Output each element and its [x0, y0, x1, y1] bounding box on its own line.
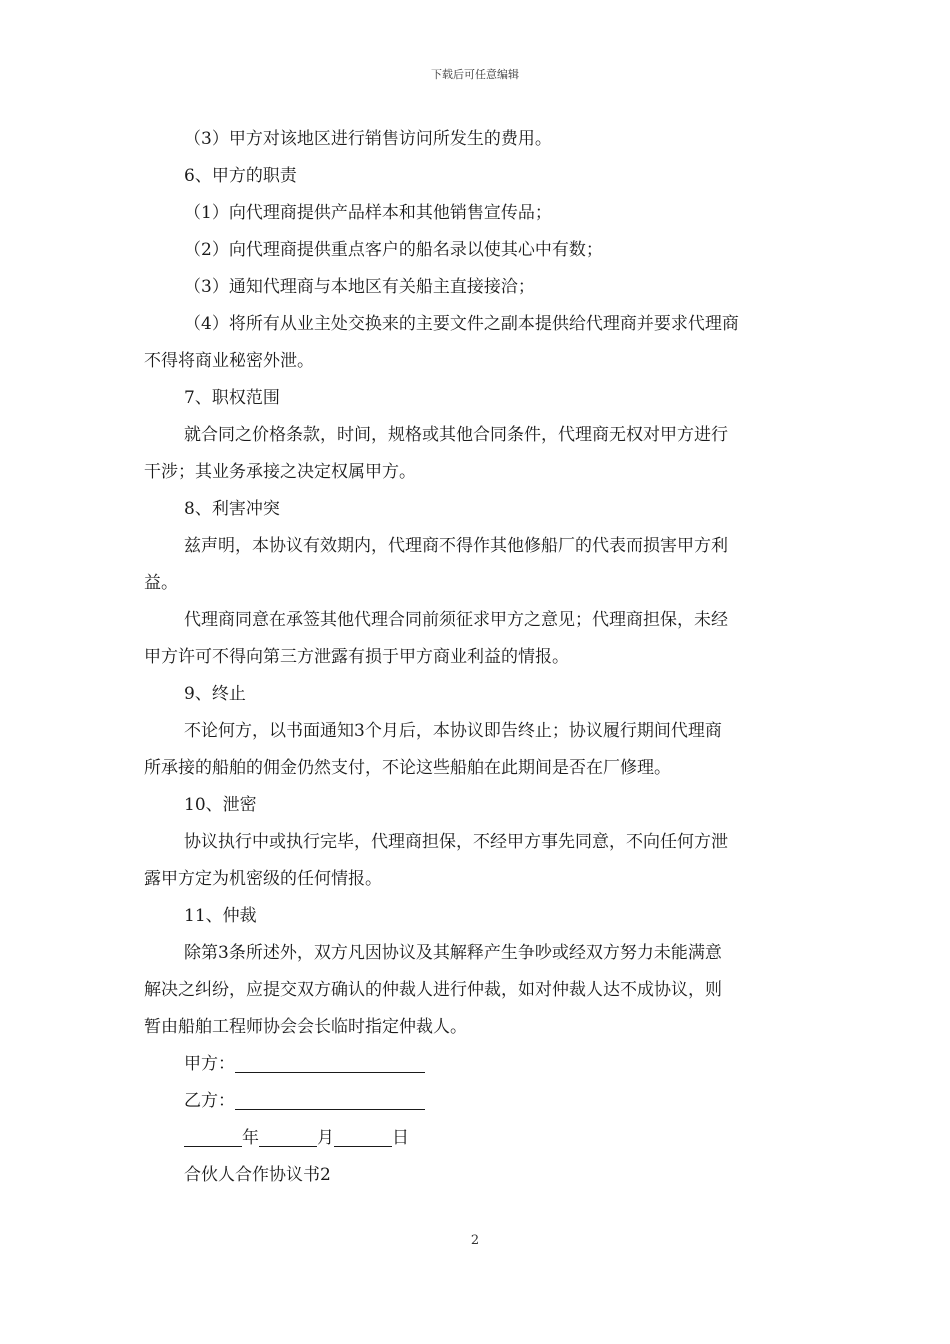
document-body — [144, 121, 809, 1194]
scope-paragraph-line-1: 就合同之价格条款，时间，规格或其他合同条件，代理商无权对甲方进行 — [184, 425, 728, 445]
duty-item-3: （3）通知代理商与本地区有关船主直接接洽； — [184, 277, 535, 297]
termination-paragraph-line-2: 所承接的船舶的佣金仍然支付，不论这些船舶在此期间是否在厂修理。 — [144, 758, 671, 778]
next-document-title: 合伙人合作协议书2 — [184, 1165, 331, 1185]
section-heading-10: 10、泄密 — [184, 795, 257, 815]
month-label: 月 — [317, 1128, 334, 1148]
section-heading-8: 8、利害冲突 — [184, 499, 280, 519]
duty-item-2: （2）向代理商提供重点客户的船名录以使其心中有数； — [184, 240, 603, 260]
confidentiality-paragraph-line-2: 露甲方定为机密级的任何情报。 — [144, 869, 382, 889]
conflict-paragraph-line-2: 益。 — [144, 573, 178, 593]
arbitration-paragraph-line-1: 除第3条所述外，双方凡因协议及其解释产生争吵或经双方努力未能满意 — [184, 943, 722, 963]
day-blank — [334, 1124, 392, 1147]
party-b-signature — [144, 1083, 809, 1120]
duty-item-1: （1）向代理商提供产品样本和其他销售宣传品； — [184, 203, 552, 223]
day-label: 日 — [392, 1128, 409, 1148]
page-header: 下载后可任意编辑 — [431, 68, 519, 81]
page-number: 2 — [470, 1233, 480, 1248]
month-blank — [259, 1124, 317, 1147]
year-label: 年 — [242, 1128, 259, 1148]
paragraph-fee-item-3: （3）甲方对该地区进行销售访问所发生的费用。 — [184, 129, 552, 149]
arbitration-paragraph-line-2: 解决之纠纷，应提交双方确认的仲裁人进行仲裁，如对仲裁人达不成协议，则 — [144, 980, 722, 1000]
termination-paragraph-line-1: 不论何方，以书面通知3个月后，本协议即告终止；协议履行期间代理商 — [184, 721, 722, 741]
duty-item-4-line-1: （4）将所有从业主处交换来的主要文件之副本提供给代理商并要求代理商 — [184, 314, 739, 334]
duty-item-4-line-2: 不得将商业秘密外泄。 — [144, 351, 314, 371]
consent-paragraph-line-1: 代理商同意在承签其他代理合同前须征求甲方之意见；代理商担保，未经 — [184, 610, 728, 630]
arbitration-paragraph-line-3: 暂由船舶工程师协会会长临时指定仲裁人。 — [144, 1017, 467, 1037]
conflict-paragraph-line-1: 兹声明，本协议有效期内，代理商不得作其他修船厂的代表而损害甲方利 — [184, 536, 728, 556]
section-heading-7: 7、职权范围 — [184, 388, 280, 408]
party-a-label: 甲方： — [184, 1054, 235, 1074]
party-a-blank — [235, 1050, 425, 1073]
party-a-signature — [144, 1046, 809, 1083]
section-heading-11: 11、仲裁 — [184, 906, 257, 926]
consent-paragraph-line-2: 甲方许可不得向第三方泄露有损于甲方商业利益的情报。 — [144, 647, 569, 667]
confidentiality-paragraph-line-1: 协议执行中或执行完毕，代理商担保，不经甲方事先同意，不向任何方泄 — [184, 832, 728, 852]
party-b-blank — [235, 1087, 425, 1110]
section-heading-6: 6、甲方的职责 — [184, 166, 297, 186]
section-heading-9: 9、终止 — [184, 684, 246, 704]
date-line — [144, 1120, 809, 1157]
year-blank — [184, 1124, 242, 1147]
scope-paragraph-line-2: 干涉；其业务承接之决定权属甲方。 — [144, 462, 416, 482]
party-b-label: 乙方： — [184, 1091, 235, 1111]
